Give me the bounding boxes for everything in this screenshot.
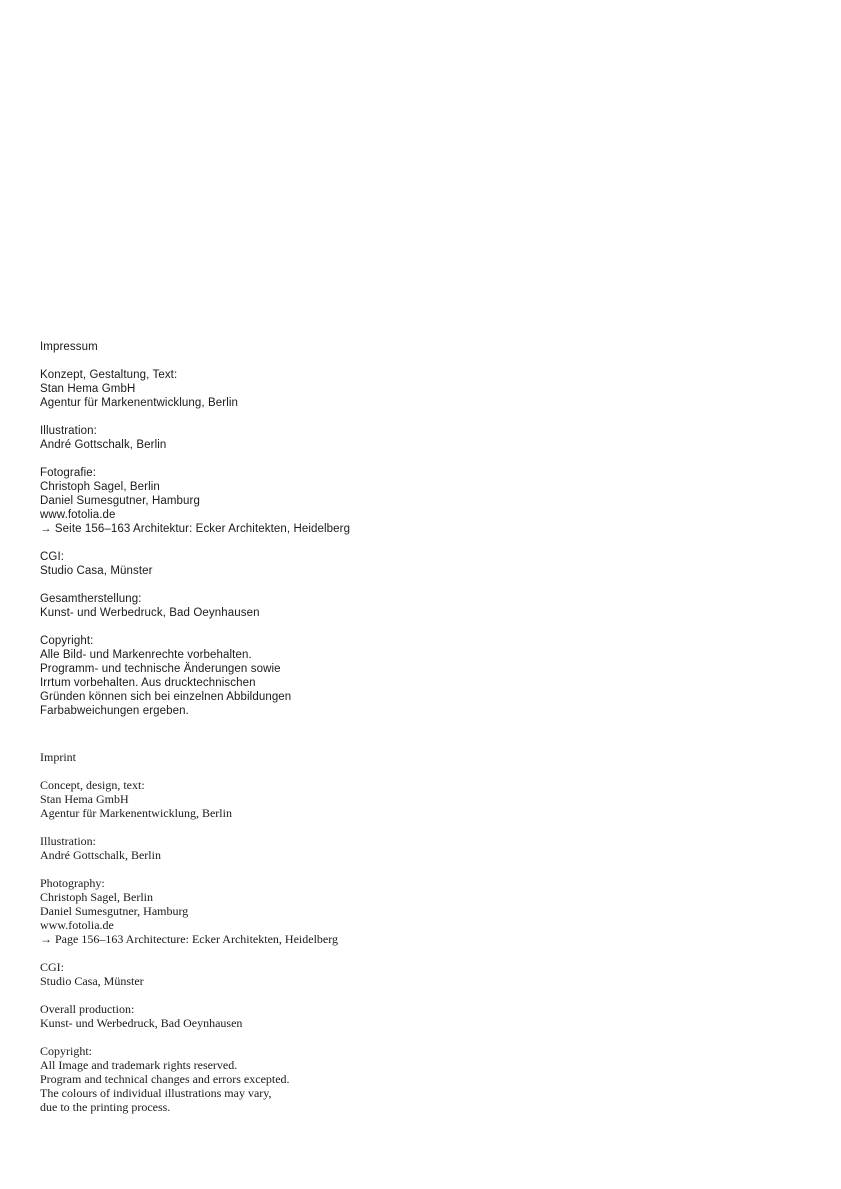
text-line: Gesamtherstellung: bbox=[40, 593, 142, 605]
text-line: Daniel Sumesgutner, Hamburg bbox=[40, 904, 189, 918]
imprint-paragraph bbox=[40, 1044, 600, 1114]
text-line: www.fotolia.de bbox=[40, 918, 114, 932]
text-line: → Page 156–163 Architecture: Ecker Architekten, Heidelberg bbox=[40, 932, 339, 946]
text-line: Kunst- und Werbedruck, Bad Oeynhausen bbox=[40, 607, 260, 619]
text-line: Studio Casa, Münster bbox=[40, 974, 144, 988]
text-line: Studio Casa, Münster bbox=[40, 565, 153, 577]
imprint-paragraph bbox=[40, 368, 600, 410]
text-line: Christoph Sagel, Berlin bbox=[40, 481, 160, 493]
text-line: Farbabweichungen ergeben. bbox=[40, 705, 189, 717]
text-line: Concept, design, text: bbox=[40, 778, 145, 792]
text-line: Copyright: bbox=[40, 635, 94, 647]
text-line: Kunst- und Werbedruck, Bad Oeynhausen bbox=[40, 1016, 243, 1030]
text-line: Stan Hema GmbH bbox=[40, 383, 136, 395]
text-line: All Image and trademark rights reserved. bbox=[40, 1058, 238, 1072]
imprint-paragraph bbox=[40, 466, 600, 536]
text-line: The colours of individual illustrations may vary, bbox=[40, 1086, 272, 1100]
text-line: Konzept, Gestaltung, Text: bbox=[40, 369, 178, 381]
text-line: André Gottschalk, Berlin bbox=[40, 848, 161, 862]
text-line: Programm- und technische Änderungen sowie bbox=[40, 663, 281, 675]
text-line: CGI: bbox=[40, 551, 65, 563]
imprint-paragraph bbox=[40, 778, 600, 820]
text-line: Stan Hema GmbH bbox=[40, 792, 129, 806]
text-line: Agentur für Markenentwicklung, Berlin bbox=[40, 397, 239, 409]
text-line: Program and technical changes and errors excepted. bbox=[40, 1072, 290, 1086]
imprint-paragraph bbox=[40, 960, 600, 988]
imprint-block-english bbox=[40, 750, 600, 1114]
text-line: Christoph Sagel, Berlin bbox=[40, 890, 153, 904]
text-line: Copyright: bbox=[40, 1044, 93, 1058]
imprint-paragraph bbox=[40, 834, 600, 862]
text-line: Fotografie: bbox=[40, 467, 97, 479]
imprint-paragraph bbox=[40, 634, 600, 718]
text-line: Daniel Sumesgutner, Hamburg bbox=[40, 495, 200, 507]
imprint-title-english: Imprint bbox=[40, 750, 76, 764]
text-line: due to the printing process. bbox=[40, 1100, 171, 1114]
imprint-paragraph bbox=[40, 592, 600, 620]
imprint-paragraph bbox=[40, 876, 600, 946]
imprint-paragraph bbox=[40, 1002, 600, 1030]
text-line: Overall production: bbox=[40, 1002, 135, 1016]
text-line: CGI: bbox=[40, 960, 64, 974]
text-line: → Seite 156–163 Architektur: Ecker Architekten, Heidelberg bbox=[40, 523, 351, 535]
text-line: Alle Bild- und Markenrechte vorbehalten. bbox=[40, 649, 252, 661]
imprint-paragraph bbox=[40, 424, 600, 452]
text-line: Gründen können sich bei einzelnen Abbildungen bbox=[40, 691, 292, 703]
text-line: Irrtum vorbehalten. Aus drucktechnischen bbox=[40, 677, 256, 689]
imprint-title-german: Impressum bbox=[40, 341, 98, 353]
imprint-paragraphs-english bbox=[40, 778, 600, 1114]
imprint-block-german bbox=[40, 340, 600, 718]
imprint-paragraphs-german bbox=[40, 368, 600, 718]
text-line: André Gottschalk, Berlin bbox=[40, 439, 167, 451]
text-line: Photography: bbox=[40, 876, 105, 890]
imprint-paragraph bbox=[40, 550, 600, 578]
text-line: Agentur für Markenentwicklung, Berlin bbox=[40, 806, 232, 820]
text-line: Illustration: bbox=[40, 834, 96, 848]
text-line: www.fotolia.de bbox=[40, 509, 116, 521]
text-line: Illustration: bbox=[40, 425, 97, 437]
